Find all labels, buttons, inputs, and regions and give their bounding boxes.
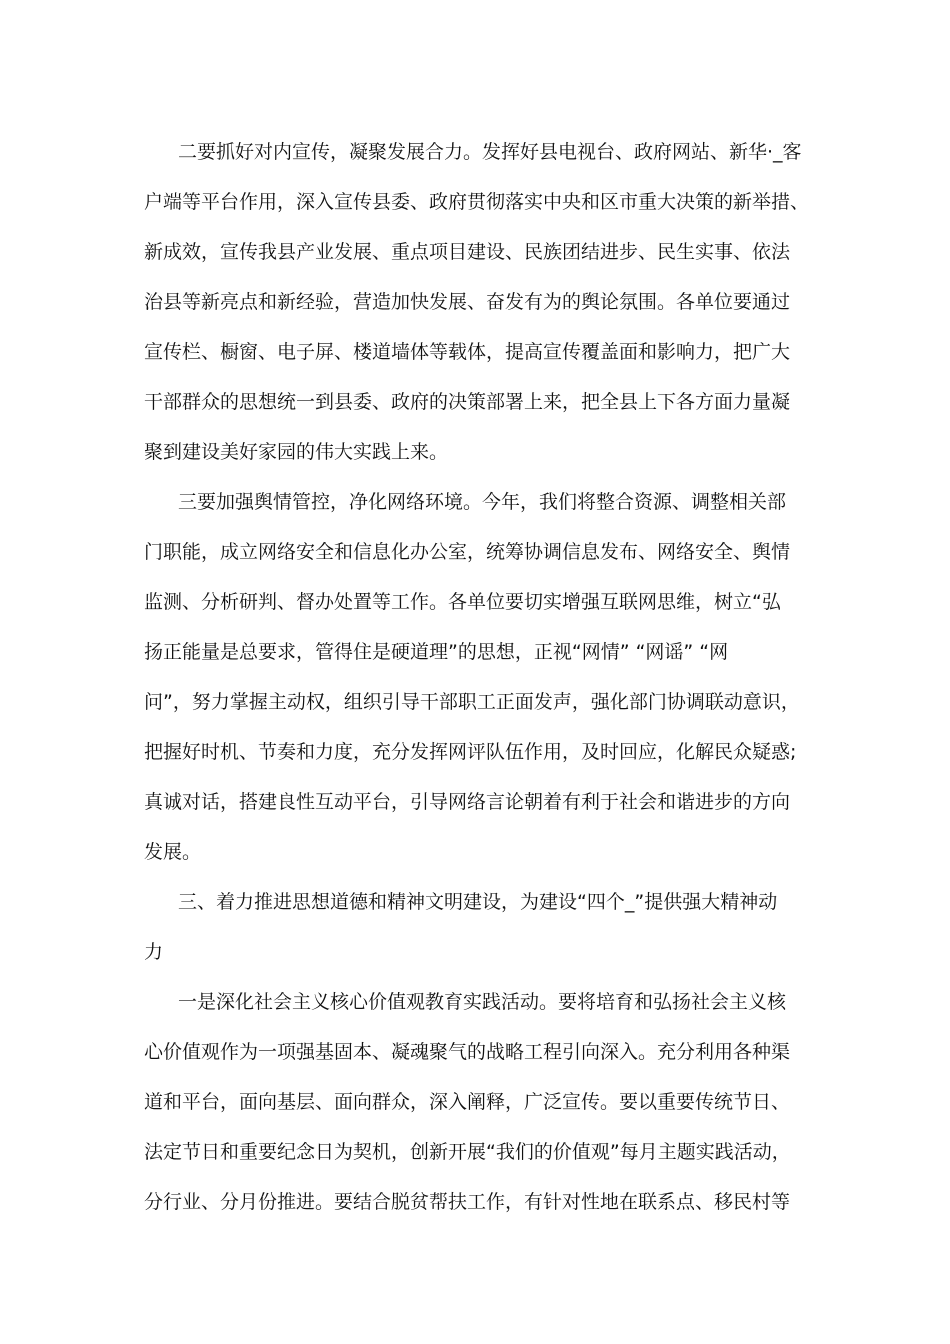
section-heading-line: 力 [144, 941, 164, 963]
paragraph-line: 门职能，成立网络安全和信息化办公室，统筹协调信息发布、网络安全、舆情 [144, 541, 791, 563]
paragraph-line: 法定节日和重要纪念日为契机，创新开展“我们的价值观”每月主题实践活动， [144, 1141, 791, 1163]
document-body [144, 127, 819, 1227]
paragraph-line: 二要抓好对内宣传，凝聚发展合力。发挥好县电视台、政府网站、新华·_客 [178, 141, 802, 163]
paragraph-line: 干部群众的思想统一到县委、政府的决策部署上来，把全县上下各方面力量凝 [144, 391, 791, 413]
paragraph-line: 宣传栏、橱窗、电子屏、楼道墙体等载体，提高宣传覆盖面和影响力，把广大 [144, 341, 791, 363]
paragraph-line: 问”，努力掌握主动权，组织引导干部职工正面发声，强化部门协调联动意识， [144, 691, 800, 713]
paragraph-line: 新成效，宣传我县产业发展、重点项目建设、民族团结进步、民生实事、依法 [144, 241, 791, 263]
paragraph-line: 一是深化社会主义核心价值观教育实践活动。要将培育和弘扬社会主义核 [178, 991, 787, 1013]
paragraph-line: 户端等平台作用，深入宣传县委、政府贯彻落实中央和区市重大决策的新举措、 [144, 191, 810, 213]
paragraph-line: 扬正能量是总要求，管得住是硬道理”的思想，正视“网情” “网谣” “网 [144, 641, 729, 663]
paragraph-line: 三要加强舆情管控，净化网络环境。今年，我们将整合资源、调整相关部 [178, 491, 787, 513]
paragraph-line: 聚到建设美好家园的伟大实践上来。 [144, 441, 449, 463]
paragraph-line: 真诚对话，搭建良性互动平台，引导网络言论朝着有利于社会和谐进步的方向 [144, 791, 791, 813]
paragraph-line: 道和平台，面向基层、面向群众，深入阐释，广泛宣传。要以重要传统节日、 [144, 1091, 791, 1113]
paragraph-line: 心价值观作为一项强基固本、凝魂聚气的战略工程引向深入。充分利用各种渠 [144, 1041, 791, 1063]
paragraph-line: 发展。 [144, 841, 202, 863]
paragraph-line: 监测、分析研判、督办处置等工作。各单位要切实增强互联网思维，树立“弘 [144, 591, 781, 613]
paragraph-line: 把握好时机、节奏和力度，充分发挥网评队伍作用，及时回应，化解民众疑惑; [144, 741, 797, 763]
paragraph-line: 治县等新亮点和新经验，营造加快发展、奋发有为的舆论氛围。各单位要通过 [144, 291, 791, 313]
paragraph-line: 分行业、分月份推进。要结合脱贫帮扶工作，有针对性地在联系点、移民村等 [144, 1191, 791, 1213]
section-heading-line: 三、着力推进思想道德和精神文明建设，为建设“四个_”提供强大精神动 [178, 891, 778, 913]
